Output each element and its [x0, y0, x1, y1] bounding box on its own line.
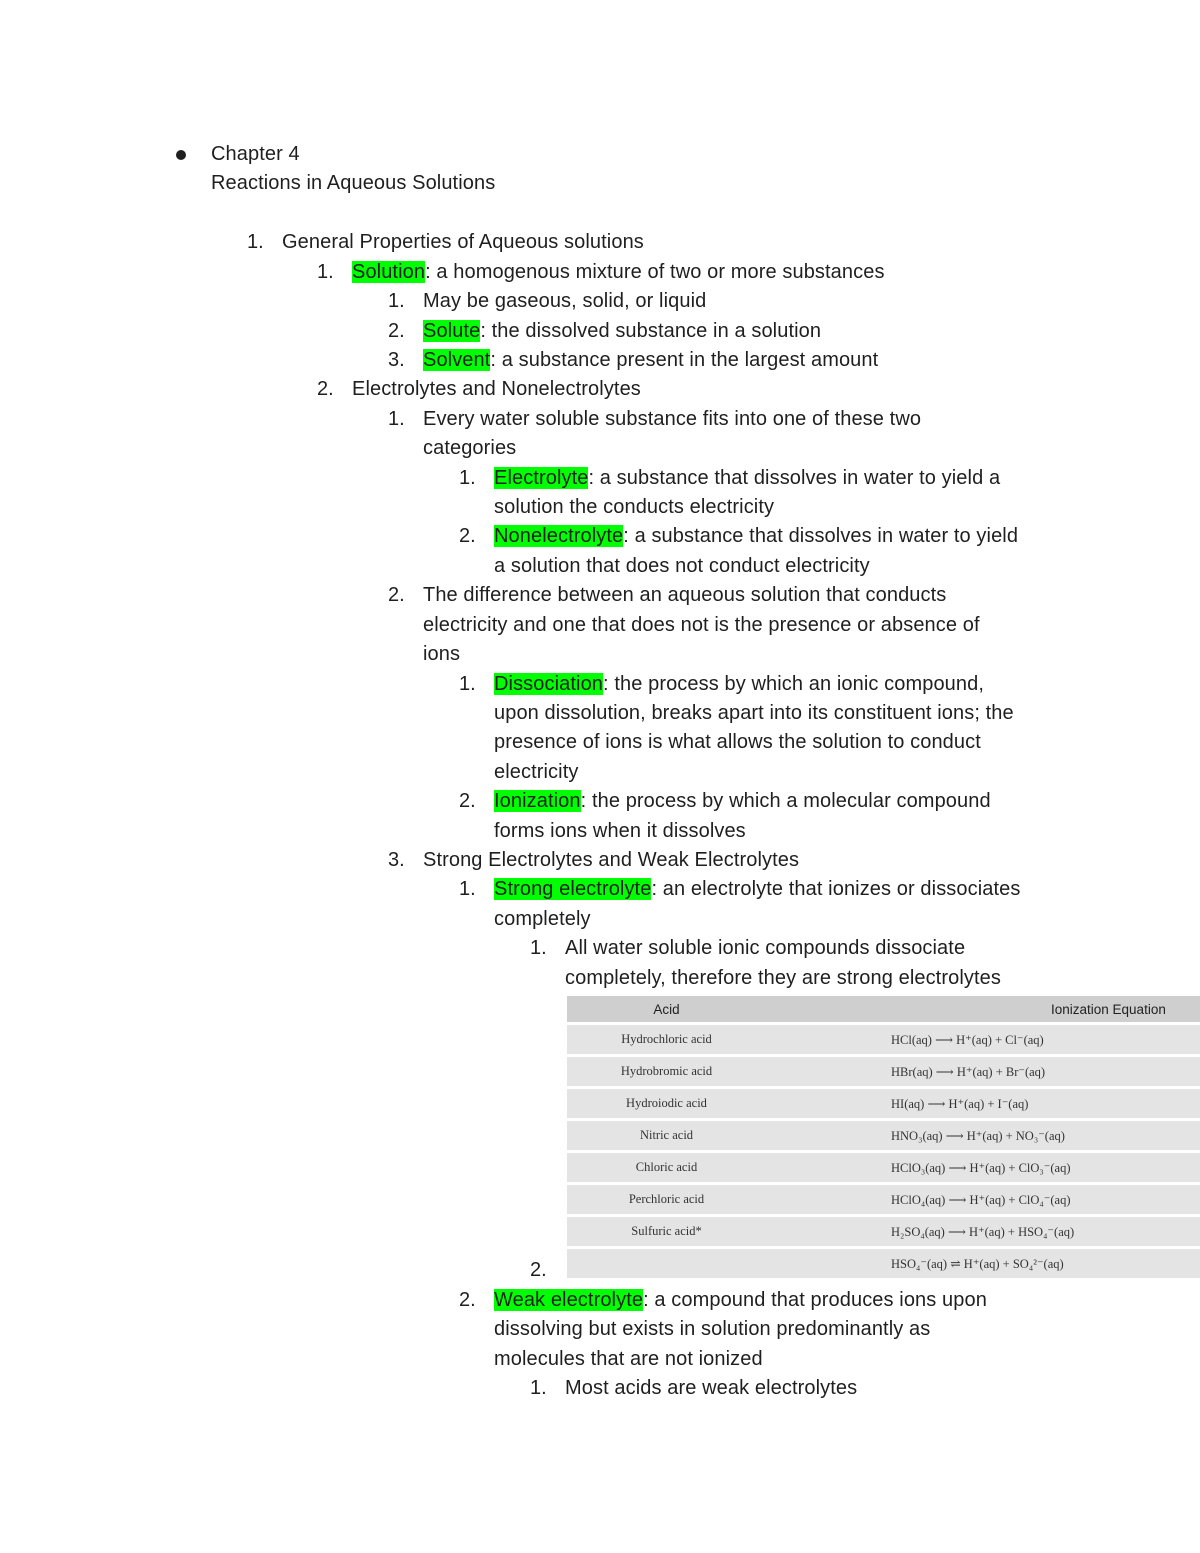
- list-number: 1.: [459, 467, 476, 489]
- section-heading: Electrolytes and Nonelectrolytes: [352, 378, 641, 400]
- definition-continued: presence of ions is what allows the solution to conduct: [494, 731, 981, 753]
- header-equation: Ionization Equation: [1051, 1001, 1166, 1017]
- definition-item: [352, 258, 885, 288]
- table-header: [567, 996, 1200, 1022]
- list-number: 2.: [459, 790, 476, 812]
- list-number: 1.: [530, 937, 547, 959]
- list-item: Every water soluble substance fits into one of these two: [423, 408, 922, 430]
- highlighted-term: Strong electrolyte: [494, 878, 652, 900]
- acid-ionization-table: [567, 996, 1200, 1278]
- definition-continued: electricity: [494, 761, 579, 783]
- table-row: [567, 1025, 1200, 1054]
- chapter-number: Chapter 4: [211, 143, 300, 165]
- list-number: 1.: [459, 673, 476, 695]
- list-number: 1.: [388, 290, 405, 312]
- acid-name: Hydrochloric acid: [621, 1032, 712, 1046]
- table-row: [567, 1153, 1200, 1182]
- list-number: 2.: [388, 584, 405, 606]
- acid-name: Hydrobromic acid: [620, 1064, 713, 1078]
- list-item-continued: completely, therefore they are strong electrolytes: [565, 967, 1001, 989]
- highlighted-term: Solvent: [423, 349, 491, 371]
- definition-text: : a substance present in the largest amount: [490, 349, 879, 371]
- section-heading: Strong Electrolytes and Weak Electrolytes: [423, 849, 800, 871]
- table-row: [567, 1121, 1200, 1150]
- chapter-title: Reactions in Aqueous Solutions: [211, 172, 496, 194]
- highlighted-term: Solution: [352, 261, 426, 283]
- header-acid: Acid: [653, 1001, 680, 1017]
- highlighted-term: Nonelectrolyte: [494, 525, 624, 547]
- definition-item: [494, 670, 984, 700]
- table-row: [567, 1249, 1200, 1278]
- ionization-equation: HCl(aq) ⟶ H⁺(aq) + Cl⁻(aq): [891, 1032, 1044, 1047]
- definition-item: [494, 1286, 987, 1316]
- table-row: [567, 1057, 1200, 1086]
- definition-continued: upon dissolution, breaks apart into its constituent ions; the: [494, 702, 1014, 724]
- table-row: [567, 1089, 1200, 1118]
- definition-text: : a substance that dissolves in water to yield a: [588, 467, 1001, 489]
- acid-name: Chloric acid: [635, 1160, 698, 1174]
- acid-name: Sulfuric acid*: [631, 1224, 702, 1238]
- definition-text: : the process by which a molecular compound: [580, 790, 991, 812]
- list-number: 1.: [388, 408, 405, 430]
- bullet-icon: [176, 150, 186, 160]
- list-item: Most acids are weak electrolytes: [565, 1377, 858, 1399]
- highlighted-term: Solute: [423, 320, 481, 342]
- list-item-continued: ions: [423, 643, 461, 665]
- list-number: 1.: [247, 231, 264, 253]
- list-item: The difference between an aqueous solution that conducts: [423, 584, 947, 606]
- list-item-continued: categories: [423, 437, 517, 459]
- definition-continued: molecules that are not ionized: [494, 1348, 763, 1370]
- definition-item: [494, 787, 991, 817]
- list-number: 2.: [317, 378, 334, 400]
- definition-item: [494, 522, 1018, 552]
- definition-text: : a compound that produces ions upon: [643, 1289, 987, 1311]
- highlighted-term: Ionization: [494, 790, 581, 812]
- list-number: 3.: [388, 849, 405, 871]
- definition-continued: dissolving but exists in solution predominantly as: [494, 1318, 931, 1340]
- definition-text: : an electrolyte that ionizes or dissociates: [651, 878, 1021, 900]
- list-number: 3.: [388, 349, 405, 371]
- ionization-equation: HNO₃(aq) ⟶ H⁺(aq) + NO₃⁻(aq): [891, 1128, 1065, 1143]
- definition-text: : the process by which an ionic compound,: [603, 673, 985, 695]
- ionization-equation: H₂SO₄(aq) ⟶ H⁺(aq) + HSO₄⁻(aq): [891, 1224, 1075, 1239]
- list-item: May be gaseous, solid, or liquid: [423, 290, 707, 312]
- section-heading: General Properties of Aqueous solutions: [282, 231, 644, 253]
- definition-item: [423, 346, 878, 376]
- acid-name: Nitric acid: [639, 1128, 694, 1142]
- definition-continued: forms ions when it dissolves: [494, 820, 746, 842]
- definition-continued: a solution that does not conduct electricity: [494, 555, 870, 577]
- definition-continued: solution the conducts electricity: [494, 496, 775, 518]
- list-number: 2.: [388, 320, 405, 342]
- list-number: 2.: [459, 1289, 476, 1311]
- highlighted-term: Weak electrolyte: [494, 1289, 644, 1311]
- acid-name: Hydroiodic acid: [626, 1096, 707, 1110]
- table-row: [567, 1217, 1200, 1246]
- table-row: [567, 1185, 1200, 1214]
- definition-text: : a homogenous mixture of two or more substances: [425, 261, 885, 283]
- list-item-continued: electricity and one that does not is the presence or absence of: [423, 614, 980, 636]
- highlighted-term: Electrolyte: [494, 467, 589, 489]
- ionization-equation: HClO₃(aq) ⟶ H⁺(aq) + ClO₃⁻(aq): [891, 1160, 1071, 1175]
- list-number: 1.: [317, 261, 334, 283]
- list-number: 1.: [530, 1377, 547, 1399]
- acid-name: Perchloric acid: [628, 1192, 705, 1206]
- list-number: 2.: [459, 525, 476, 547]
- definition-text: : the dissolved substance in a solution: [480, 320, 822, 342]
- list-item: All water soluble ionic compounds dissociate: [565, 937, 966, 959]
- ionization-equation: HBr(aq) ⟶ H⁺(aq) + Br⁻(aq): [891, 1064, 1046, 1079]
- definition-continued: completely: [494, 908, 591, 930]
- ionization-equation: HClO₄(aq) ⟶ H⁺(aq) + ClO₄⁻(aq): [891, 1192, 1071, 1207]
- list-number: 1.: [459, 878, 476, 900]
- ionization-equation: HSO₄⁻(aq) ⇌ H⁺(aq) + SO₄²⁻(aq): [891, 1256, 1064, 1271]
- definition-text: : a substance that dissolves in water to yield: [623, 525, 1019, 547]
- highlighted-term: Dissociation: [494, 673, 604, 695]
- definition-item: [494, 464, 1000, 494]
- definition-item: [494, 875, 1020, 905]
- list-number: 2.: [530, 1259, 547, 1281]
- definition-item: [423, 317, 821, 347]
- ionization-equation: HI(aq) ⟶ H⁺(aq) + I⁻(aq): [891, 1096, 1029, 1111]
